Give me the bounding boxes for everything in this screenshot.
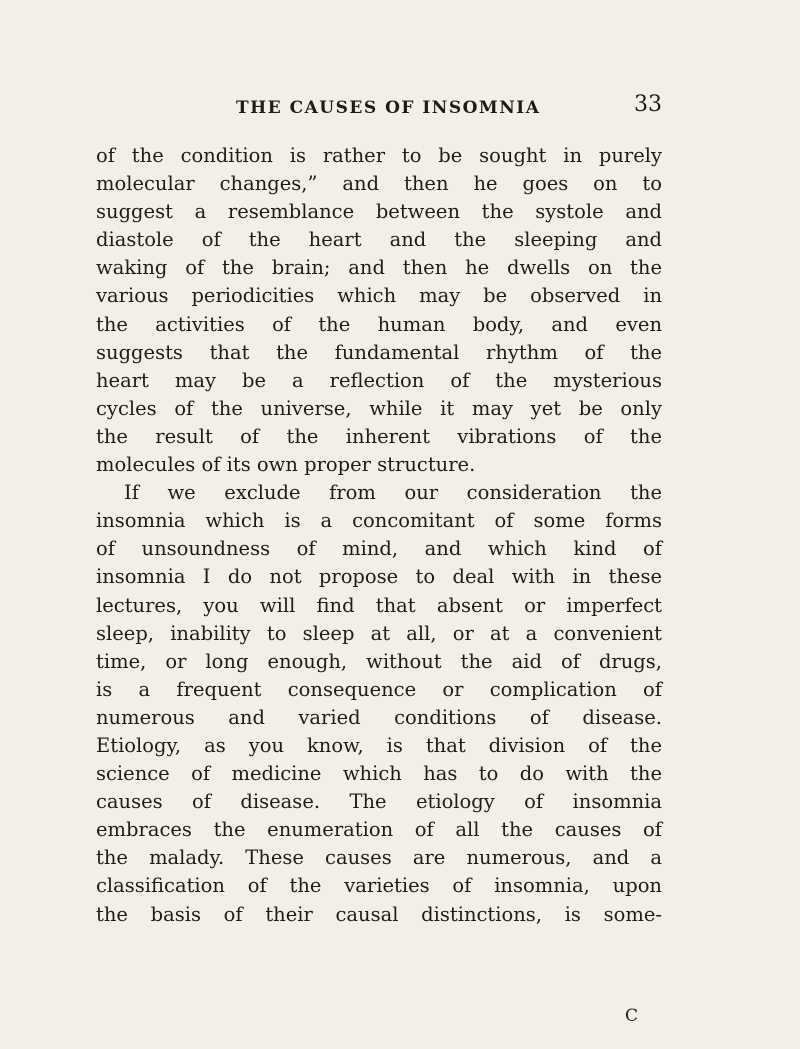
text-line: suggest a resemblance between the systole and — [96, 200, 662, 224]
text-line: insomnia I do not propose to deal with in these — [96, 565, 662, 589]
text-line: insomnia which is a concomitant of some forms — [96, 509, 662, 533]
running-title: THE CAUSES OF INSOMNIA — [236, 98, 541, 118]
text-line: numerous and varied conditions of disease. — [96, 705, 662, 729]
text-line: If we exclude from our consideration the — [124, 481, 662, 505]
body-text — [96, 142, 662, 929]
signature-mark: C — [625, 1006, 639, 1026]
text-line: classification of the varieties of insomnia, upon — [96, 874, 662, 898]
text-line: the result of the inherent vibrations of the — [96, 424, 662, 448]
text-line: sleep, inability to sleep at all, or at a convenient — [96, 621, 662, 645]
text-line: causes of disease. The etiology of insomnia — [96, 790, 662, 814]
text-line: diastole of the heart and the sleeping and — [96, 228, 662, 252]
page-number: 33 — [634, 92, 662, 117]
page-header — [96, 92, 662, 124]
text-line: waking of the brain; and then he dwells on the — [96, 256, 662, 280]
text-line: molecules of its own proper structure. — [96, 453, 476, 477]
text-line: the activities of the human body, and even — [96, 312, 662, 336]
text-line: is a frequent consequence or complication of — [96, 677, 662, 701]
text-line: heart may be a reflection of the mysterious — [96, 368, 662, 392]
text-line: science of medicine which has to do with the — [96, 762, 662, 786]
text-line: of unsoundness of mind, and which kind of — [96, 537, 662, 561]
text-line: time, or long enough, without the aid of drugs, — [96, 649, 662, 673]
text-line: molecular changes,” and then he goes on to — [96, 172, 662, 196]
text-line: embraces the enumeration of all the causes of — [96, 818, 662, 842]
text-line: suggests that the fundamental rhythm of the — [96, 340, 662, 364]
text-line: the malady. These causes are numerous, and a — [96, 846, 662, 870]
text-line: various periodicities which may be observed in — [96, 284, 662, 308]
text-line: lectures, you will find that absent or imperfect — [96, 593, 662, 617]
text-line: of the condition is rather to be sought in purely — [96, 144, 662, 167]
text-line: the basis of their causal distinctions, is some- — [96, 902, 662, 926]
text-line: Etiology, as you know, is that division of the — [96, 733, 662, 757]
text-line: cycles of the universe, while it may yet be only — [96, 396, 662, 420]
